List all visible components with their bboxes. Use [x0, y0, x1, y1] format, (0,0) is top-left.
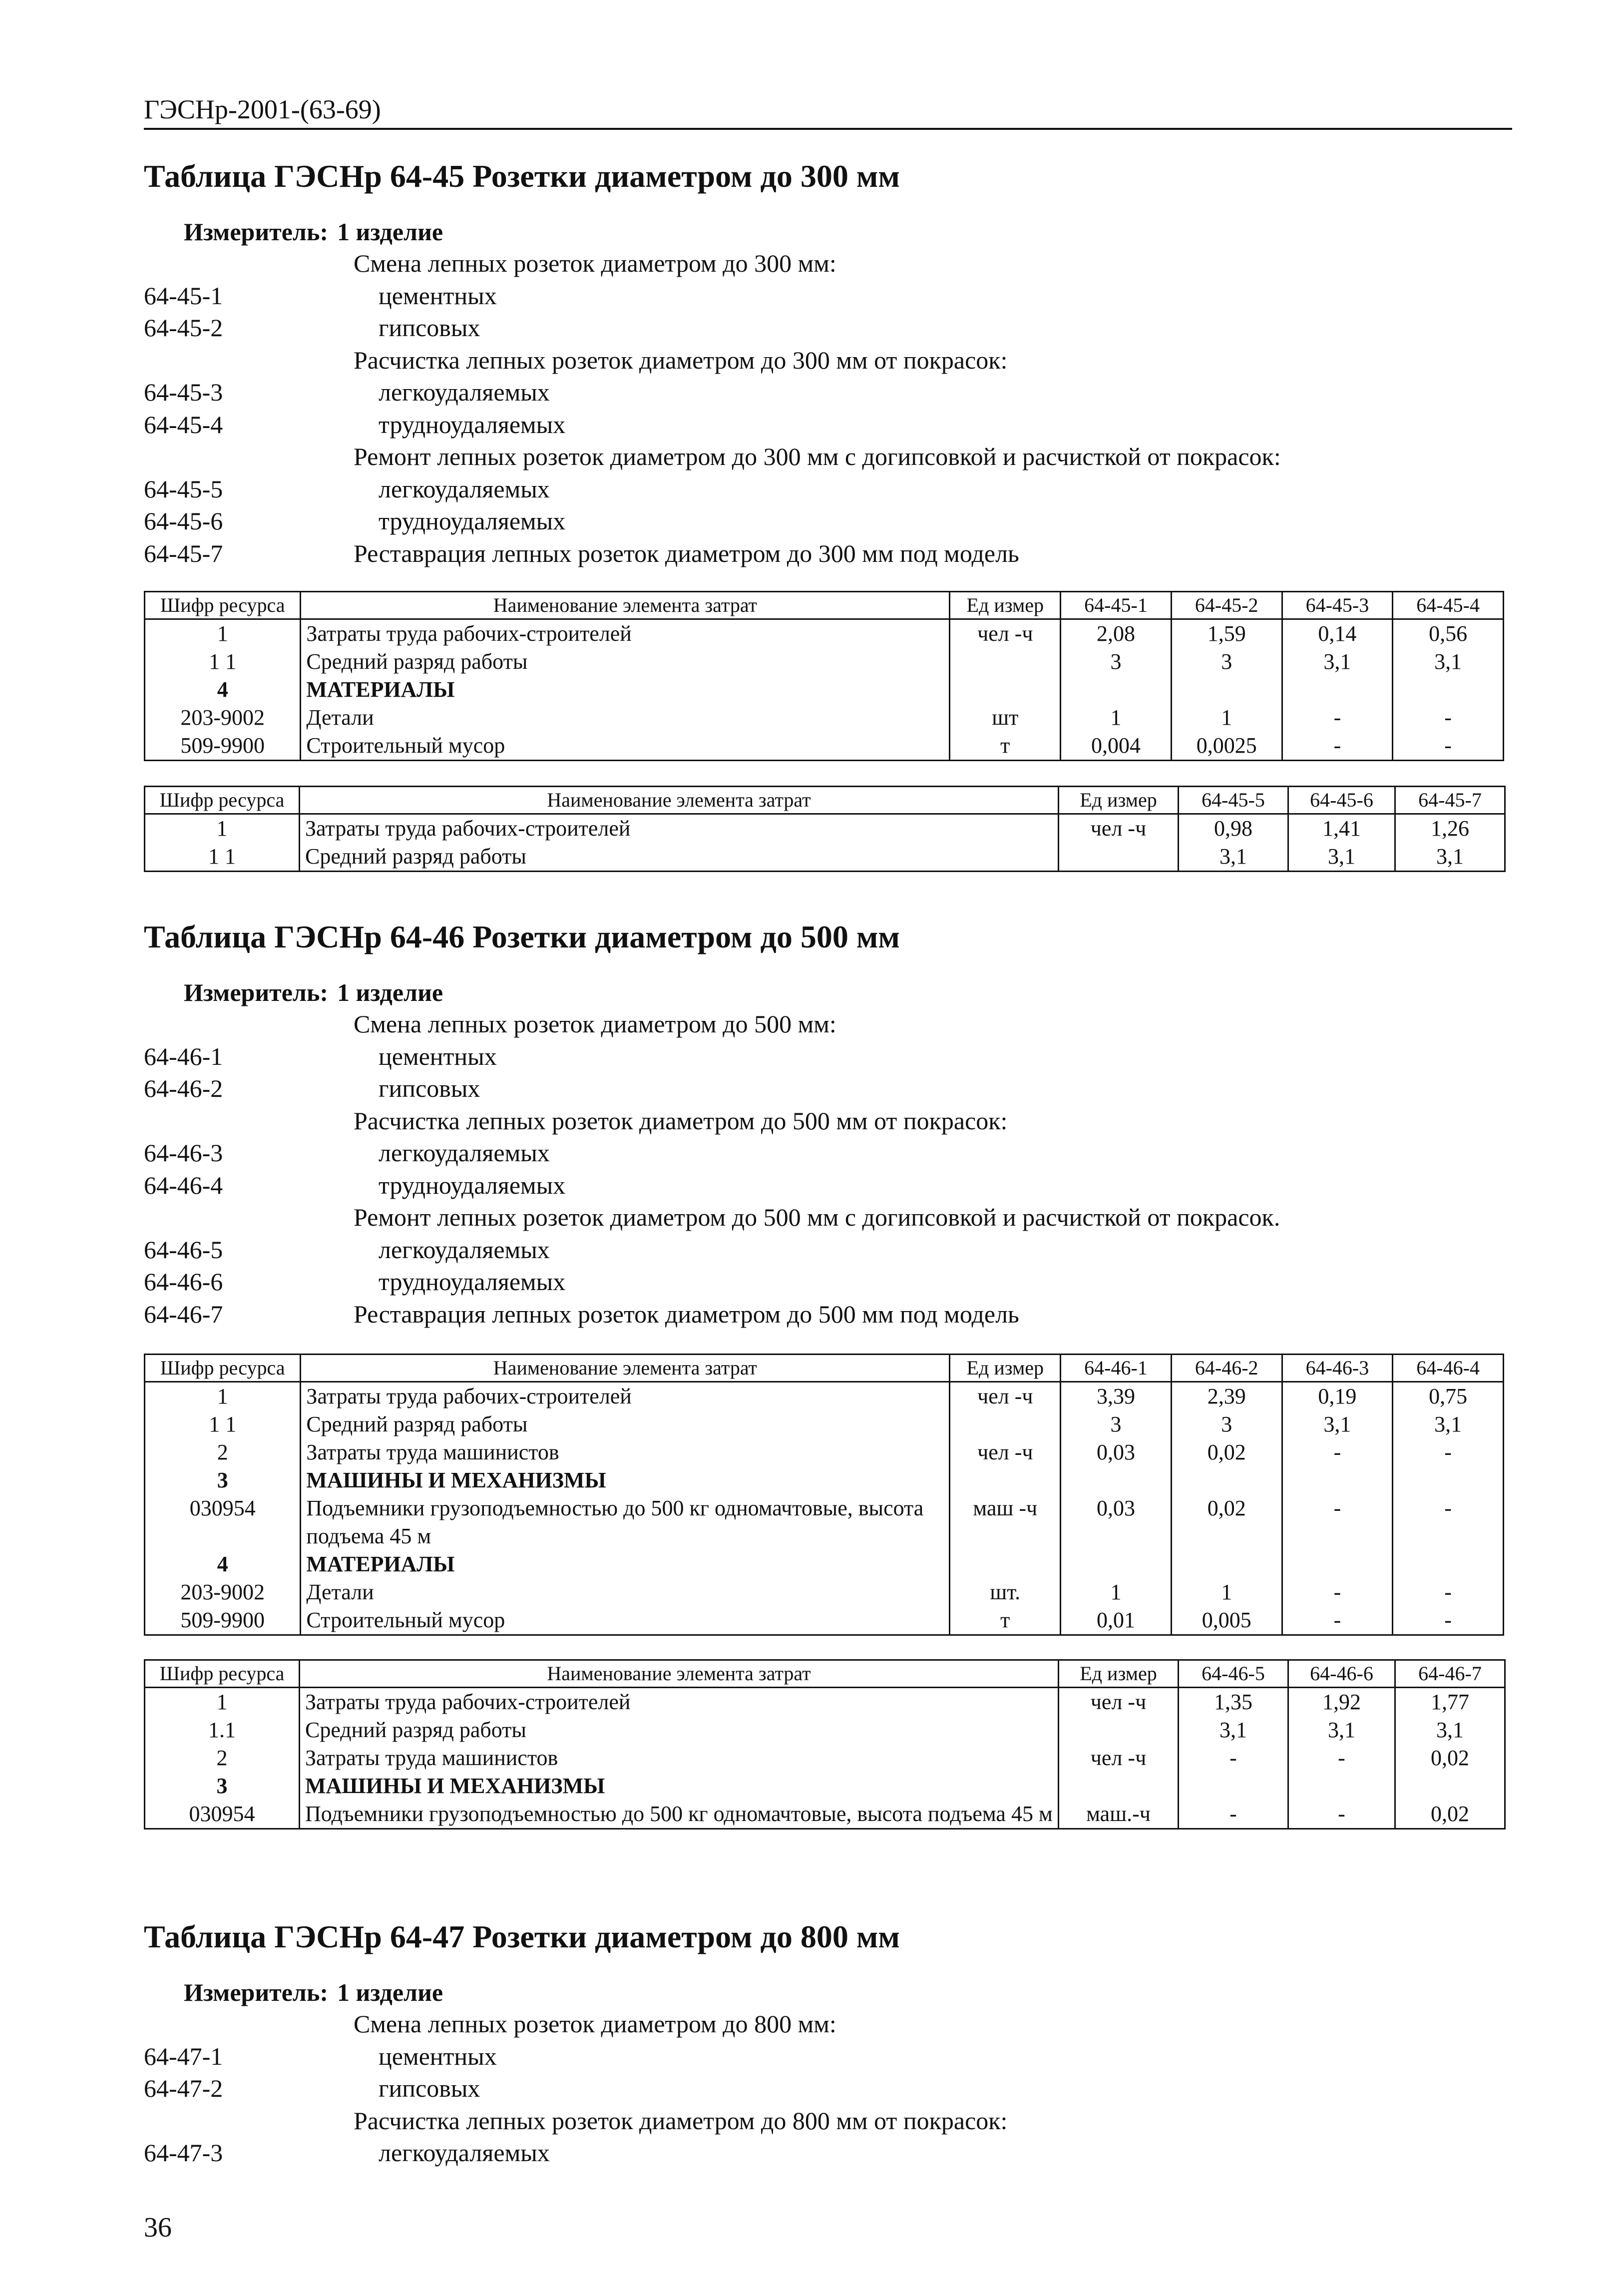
column-header: Ед измер [950, 1355, 1061, 1382]
value-cell [1061, 1466, 1172, 1494]
value-cell: 1 [1061, 1578, 1172, 1606]
item-code: 64-45-4 [144, 410, 223, 439]
list-item [144, 2105, 1512, 2137]
value-cell: 0,56 [1393, 619, 1504, 648]
value-cell: 3,1 [1179, 843, 1288, 872]
value-cell: - [1393, 732, 1504, 761]
list-item [144, 280, 1512, 312]
meter-label: Измеритель: [184, 218, 329, 246]
unit-cell: чел -ч [950, 619, 1061, 648]
section-title: Таблица ГЭСНр 64-47 Розетки диаметром до 800 мм [144, 1919, 900, 1954]
unit-cell [1059, 843, 1179, 872]
meter-value: 1 изделие [337, 218, 443, 246]
column-header: 64-46-5 [1179, 1660, 1288, 1688]
value-cell: - [1179, 1800, 1288, 1829]
value-cell: 3,1 [1393, 1410, 1504, 1438]
value-cell: 1 [1171, 1578, 1282, 1606]
item-code: 64-47-2 [144, 2074, 223, 2102]
meter-value: 1 изделие [337, 978, 443, 1006]
value-cell: - [1393, 1438, 1504, 1466]
value-cell: 3,1 [1395, 1716, 1505, 1744]
item-code: 64-47-1 [144, 2042, 223, 2070]
value-cell: 1,77 [1395, 1688, 1505, 1717]
table-row [145, 1438, 1504, 1466]
resource-name-cell: Детали [301, 704, 950, 732]
meter-line [144, 1977, 1512, 2008]
list-item [144, 473, 1512, 505]
table-container [144, 591, 1512, 761]
value-cell: 1 [1171, 704, 1282, 732]
resource-name-cell: Средний разряд работы [301, 1410, 950, 1438]
unit-cell [950, 1410, 1061, 1438]
column-header: Наименование элемента затрат [300, 1660, 1059, 1688]
resource-name-cell: Средний разряд работы [300, 1716, 1059, 1744]
column-header: 64-46-1 [1061, 1355, 1172, 1382]
table-row [145, 1578, 1504, 1606]
unit-cell: чел -ч [950, 1438, 1061, 1466]
item-text: Ремонт лепных розеток диаметром до 300 мм с догипсовкой и расчисткой от покрасок: [354, 443, 1281, 470]
value-cell: 0,01 [1061, 1606, 1172, 1635]
resource-code-cell: 1 1 [145, 1410, 301, 1438]
resource-code-cell: 4 [145, 1550, 301, 1578]
value-cell [1393, 676, 1504, 704]
value-cell: 3,1 [1288, 843, 1395, 872]
item-list [144, 2008, 1512, 2169]
table-row [145, 1716, 1505, 1744]
table-row [145, 704, 1504, 732]
page-number: 36 [144, 2212, 172, 2243]
resource-name-cell: Затраты труда машинистов [300, 1744, 1059, 1772]
resource-code-cell: 509-9900 [145, 732, 301, 761]
column-header: Ед измер [1059, 1660, 1179, 1688]
column-header: Ед измер [1059, 787, 1179, 814]
item-code: 64-46-1 [144, 1042, 223, 1070]
unit-cell: маш.-ч [1059, 1800, 1179, 1829]
column-header: Наименование элемента затрат [301, 592, 950, 619]
item-text: трудноудаляемых [379, 410, 566, 439]
column-header: 64-45-4 [1393, 592, 1504, 619]
value-cell: - [1282, 1578, 1393, 1606]
resource-code-cell: 030954 [145, 1494, 301, 1550]
resource-code-cell: 509-9900 [145, 1606, 301, 1635]
resource-name-cell: Затраты труда рабочих-строителей [301, 1382, 950, 1411]
value-cell: 0,03 [1061, 1494, 1172, 1550]
value-cell: - [1393, 1578, 1504, 1606]
item-code: 64-46-4 [144, 1171, 223, 1199]
table-header-row [145, 1660, 1505, 1688]
value-cell: 3 [1171, 648, 1282, 676]
value-cell: 3,1 [1282, 648, 1393, 676]
item-code: 64-46-5 [144, 1235, 223, 1264]
item-code: 64-45-2 [144, 314, 223, 342]
list-item [144, 537, 1512, 570]
table-row [145, 843, 1505, 872]
resource-code-cell: 1.1 [145, 1716, 300, 1744]
value-cell: - [1282, 1494, 1393, 1550]
value-cell: 0,75 [1393, 1382, 1504, 1411]
item-text: Расчистка лепных розеток диаметром до 300 мм от покрасок: [354, 346, 1008, 374]
table-header-row [145, 592, 1504, 619]
section-64-46 [144, 918, 1512, 1330]
table-container [144, 786, 1512, 872]
value-cell [1282, 1466, 1393, 1494]
value-cell: 0,0025 [1171, 732, 1282, 761]
list-item [144, 312, 1512, 344]
value-cell: 3,1 [1288, 1716, 1395, 1744]
unit-cell: шт. [950, 1578, 1061, 1606]
table-row [145, 676, 1504, 704]
item-text: Расчистка лепных розеток диаметром до 500 мм от покрасок: [354, 1106, 1008, 1135]
item-text: цементных [379, 281, 497, 310]
resource-name-cell: МАТЕРИАЛЫ [301, 676, 950, 704]
value-cell: 0,02 [1395, 1800, 1505, 1829]
item-text: трудноудаляемых [379, 507, 566, 535]
value-cell: 1,26 [1395, 814, 1505, 843]
value-cell: 0,19 [1282, 1382, 1393, 1411]
item-text: легкоудаляемых [379, 1235, 550, 1264]
unit-cell: маш -ч [950, 1494, 1061, 1550]
table-row [145, 1410, 1504, 1438]
resource-code-cell: 1 1 [145, 843, 300, 872]
table-row [145, 1800, 1505, 1829]
resource-code-cell: 1 [145, 1382, 301, 1411]
resource-code-cell: 4 [145, 676, 301, 704]
item-code: 64-45-1 [144, 281, 223, 310]
resource-table [144, 1659, 1506, 1830]
resource-name-cell: МАТЕРИАЛЫ [301, 1550, 950, 1578]
item-text: гипсовых [379, 2074, 480, 2102]
value-cell: - [1179, 1744, 1288, 1772]
resource-name-cell: Затраты труда машинистов [301, 1438, 950, 1466]
list-item [144, 1298, 1512, 1331]
list-item [144, 247, 1512, 280]
item-list [144, 247, 1512, 569]
resource-code-cell: 3 [145, 1466, 301, 1494]
resource-code-cell: 1 [145, 1688, 300, 1717]
resource-name-cell: Строительный мусор [301, 1606, 950, 1635]
value-cell: - [1282, 1438, 1393, 1466]
value-cell: 3 [1061, 1410, 1172, 1438]
value-cell: 3 [1171, 1410, 1282, 1438]
value-cell: 0,98 [1179, 814, 1288, 843]
unit-cell [950, 1550, 1061, 1578]
table-row [145, 1606, 1504, 1635]
unit-cell [1059, 1772, 1179, 1800]
resource-name-cell: МАШИНЫ И МЕХАНИЗМЫ [301, 1466, 950, 1494]
value-cell: 3,39 [1061, 1382, 1172, 1411]
resource-name-cell: Затраты труда рабочих-строителей [301, 619, 950, 648]
column-header: 64-45-5 [1179, 787, 1288, 814]
item-code: 64-46-7 [144, 1300, 223, 1328]
item-code: 64-45-5 [144, 474, 223, 503]
value-cell: 3,1 [1395, 843, 1505, 872]
resource-code-cell: 203-9002 [145, 704, 301, 732]
value-cell: 0,005 [1171, 1606, 1282, 1635]
resource-table [144, 786, 1506, 872]
column-header: 64-45-6 [1288, 787, 1395, 814]
list-item [144, 1008, 1512, 1040]
value-cell: 0,004 [1061, 732, 1172, 761]
column-header: Шифр ресурса [145, 787, 300, 814]
resource-name-cell: Подъемники грузоподъемностью до 500 кг одномачтовые, высота подъема 45 м [301, 1494, 950, 1550]
table-row [145, 732, 1504, 761]
value-cell [1282, 1550, 1393, 1578]
value-cell: 1,41 [1288, 814, 1395, 843]
unit-cell: т [950, 1606, 1061, 1635]
value-cell [1171, 1550, 1282, 1578]
item-code: 64-45-7 [144, 539, 223, 567]
table-row [145, 1382, 1504, 1411]
item-text: гипсовых [379, 1074, 480, 1102]
column-header: Наименование элемента затрат [300, 787, 1059, 814]
table-row [145, 1772, 1505, 1800]
table-container [144, 1659, 1512, 1830]
meter-line [144, 977, 1512, 1008]
meter-label: Измеритель: [184, 1978, 329, 2006]
resource-name-cell: Строительный мусор [301, 732, 950, 761]
value-cell [1393, 1550, 1504, 1578]
table-header-row [145, 1355, 1504, 1382]
value-cell: 1 [1061, 704, 1172, 732]
item-text: Расчистка лепных розеток диаметром до 800 мм от покрасок: [354, 2106, 1008, 2135]
resource-table [144, 1354, 1504, 1636]
value-cell: 0,02 [1171, 1494, 1282, 1550]
item-text: гипсовых [379, 314, 480, 342]
value-cell [1171, 676, 1282, 704]
item-text: Смена лепных розеток диаметром до 500 мм: [354, 1010, 836, 1038]
value-cell: - [1393, 1494, 1504, 1550]
table-header-row [145, 787, 1505, 814]
list-item [144, 1234, 1512, 1266]
value-cell: 3,1 [1282, 1410, 1393, 1438]
item-code: 64-47-3 [144, 2139, 223, 2167]
column-header: 64-45-3 [1282, 592, 1393, 619]
list-item [144, 1169, 1512, 1202]
resource-code-cell: 2 [145, 1438, 301, 1466]
value-cell: 1,35 [1179, 1688, 1288, 1717]
resource-code-cell: 1 [145, 619, 301, 648]
resource-name-cell: Затраты труда рабочих-строителей [300, 1688, 1059, 1717]
meter-value: 1 изделие [337, 1978, 443, 2006]
value-cell: 0,02 [1171, 1438, 1282, 1466]
table-row [145, 1744, 1505, 1772]
unit-cell [1059, 1716, 1179, 1744]
value-cell: - [1288, 1800, 1395, 1829]
value-cell [1171, 1466, 1282, 1494]
value-cell [1282, 676, 1393, 704]
column-header: Наименование элемента затрат [301, 1355, 950, 1382]
value-cell [1061, 676, 1172, 704]
list-item [144, 409, 1512, 441]
item-text: цементных [379, 2042, 497, 2070]
item-list [144, 1008, 1512, 1330]
unit-cell: т [950, 732, 1061, 761]
item-code: 64-46-3 [144, 1139, 223, 1167]
section-title: Таблица ГЭСНр 64-45 Розетки диаметром до 300 мм [144, 158, 900, 194]
table-row [145, 1466, 1504, 1494]
section-64-45 [144, 157, 1512, 569]
table-container [144, 1354, 1512, 1636]
resource-name-cell: Затраты труда рабочих-строителей [300, 814, 1059, 843]
value-cell [1288, 1772, 1395, 1800]
table-row [145, 1688, 1505, 1717]
column-header: Ед измер [950, 592, 1061, 619]
column-header: 64-46-6 [1288, 1660, 1395, 1688]
value-cell [1179, 1772, 1288, 1800]
column-header: 64-45-1 [1061, 592, 1172, 619]
column-header: 64-45-2 [1171, 592, 1282, 619]
page-header: ГЭСНр-2001-(63-69) [144, 94, 1512, 130]
resource-table [144, 591, 1504, 761]
item-text: Смена лепных розеток диаметром до 800 мм: [354, 2010, 836, 2038]
resource-name-cell: МАШИНЫ И МЕХАНИЗМЫ [300, 1772, 1059, 1800]
unit-cell: шт [950, 704, 1061, 732]
column-header: 64-46-3 [1282, 1355, 1393, 1382]
value-cell: 2,39 [1171, 1382, 1282, 1411]
list-item [144, 1201, 1512, 1234]
list-item [144, 1040, 1512, 1073]
item-code: 64-46-2 [144, 1074, 223, 1102]
value-cell: 1,59 [1171, 619, 1282, 648]
value-cell: - [1282, 704, 1393, 732]
list-item [144, 2008, 1512, 2040]
list-item [144, 1266, 1512, 1298]
item-code: 64-45-3 [144, 378, 223, 406]
column-header: 64-46-4 [1393, 1355, 1504, 1382]
item-text: Реставрация лепных розеток диаметром до 300 мм под модель [354, 539, 1019, 567]
value-cell: 1,92 [1288, 1688, 1395, 1717]
list-item [144, 2137, 1512, 2169]
item-text: трудноудаляемых [379, 1268, 566, 1296]
resource-name-cell: Средний разряд работы [301, 648, 950, 676]
table-row [145, 1494, 1504, 1550]
table-row [145, 814, 1505, 843]
unit-cell: чел -ч [950, 1382, 1061, 1411]
item-text: легкоудаляемых [379, 474, 550, 503]
list-item [144, 2040, 1512, 2073]
resource-code-cell: 1 1 [145, 648, 301, 676]
value-cell: - [1393, 704, 1504, 732]
value-cell [1061, 1550, 1172, 1578]
value-cell: - [1393, 1606, 1504, 1635]
value-cell: 3,1 [1393, 648, 1504, 676]
resource-code-cell: 3 [145, 1772, 300, 1800]
item-text: Реставрация лепных розеток диаметром до 500 мм под модель [354, 1300, 1019, 1328]
value-cell: 3 [1061, 648, 1172, 676]
list-item [144, 344, 1512, 377]
unit-cell [950, 648, 1061, 676]
item-text: легкоудаляемых [379, 1139, 550, 1167]
section-64-47 [144, 1918, 1512, 2169]
list-item [144, 2072, 1512, 2105]
column-header: Шифр ресурса [145, 592, 301, 619]
column-header: 64-45-7 [1395, 787, 1505, 814]
section-title: Таблица ГЭСНр 64-46 Розетки диаметром до 500 мм [144, 919, 900, 954]
list-item [144, 1137, 1512, 1169]
resource-name-cell: Детали [301, 1578, 950, 1606]
item-code: 64-45-6 [144, 507, 223, 535]
value-cell: 0,14 [1282, 619, 1393, 648]
list-item [144, 1105, 1512, 1137]
resource-code-cell: 2 [145, 1744, 300, 1772]
value-cell [1395, 1772, 1505, 1800]
list-item [144, 441, 1512, 473]
list-item [144, 1072, 1512, 1105]
column-header: 64-46-7 [1395, 1660, 1505, 1688]
resource-code-cell: 1 [145, 814, 300, 843]
table-row [145, 648, 1504, 676]
resource-code-cell: 030954 [145, 1800, 300, 1829]
item-text: Ремонт лепных розеток диаметром до 500 мм с догипсовкой и расчисткой от покрасок. [354, 1203, 1280, 1231]
unit-cell: чел -ч [1059, 1688, 1179, 1717]
unit-cell: чел -ч [1059, 1744, 1179, 1772]
resource-name-cell: Средний разряд работы [300, 843, 1059, 872]
value-cell: - [1282, 1606, 1393, 1635]
table-row [145, 619, 1504, 648]
value-cell: 2,08 [1061, 619, 1172, 648]
table-row [145, 1550, 1504, 1578]
item-text: Смена лепных розеток диаметром до 300 мм: [354, 249, 836, 277]
item-text: трудноудаляемых [379, 1171, 566, 1199]
value-cell: 0,02 [1395, 1744, 1505, 1772]
column-header: Шифр ресурса [145, 1355, 301, 1382]
resource-code-cell: 203-9002 [145, 1578, 301, 1606]
list-item [144, 376, 1512, 409]
value-cell: - [1288, 1744, 1395, 1772]
item-code: 64-46-6 [144, 1268, 223, 1296]
item-text: цементных [379, 1042, 497, 1070]
value-cell: - [1282, 732, 1393, 761]
value-cell: 0,03 [1061, 1438, 1172, 1466]
value-cell: 3,1 [1179, 1716, 1288, 1744]
meter-line [144, 216, 1512, 247]
meter-label: Измеритель: [184, 978, 329, 1006]
unit-cell [950, 676, 1061, 704]
item-text: легкоудаляемых [379, 378, 550, 406]
column-header: 64-46-2 [1171, 1355, 1282, 1382]
value-cell [1393, 1466, 1504, 1494]
unit-cell [950, 1466, 1061, 1494]
resource-name-cell: Подъемники грузоподъемностью до 500 кг одномачтовые, высота подъема 45 м [300, 1800, 1059, 1829]
unit-cell: чел -ч [1059, 814, 1179, 843]
item-text: легкоудаляемых [379, 2139, 550, 2167]
column-header: Шифр ресурса [145, 1660, 300, 1688]
list-item [144, 505, 1512, 537]
